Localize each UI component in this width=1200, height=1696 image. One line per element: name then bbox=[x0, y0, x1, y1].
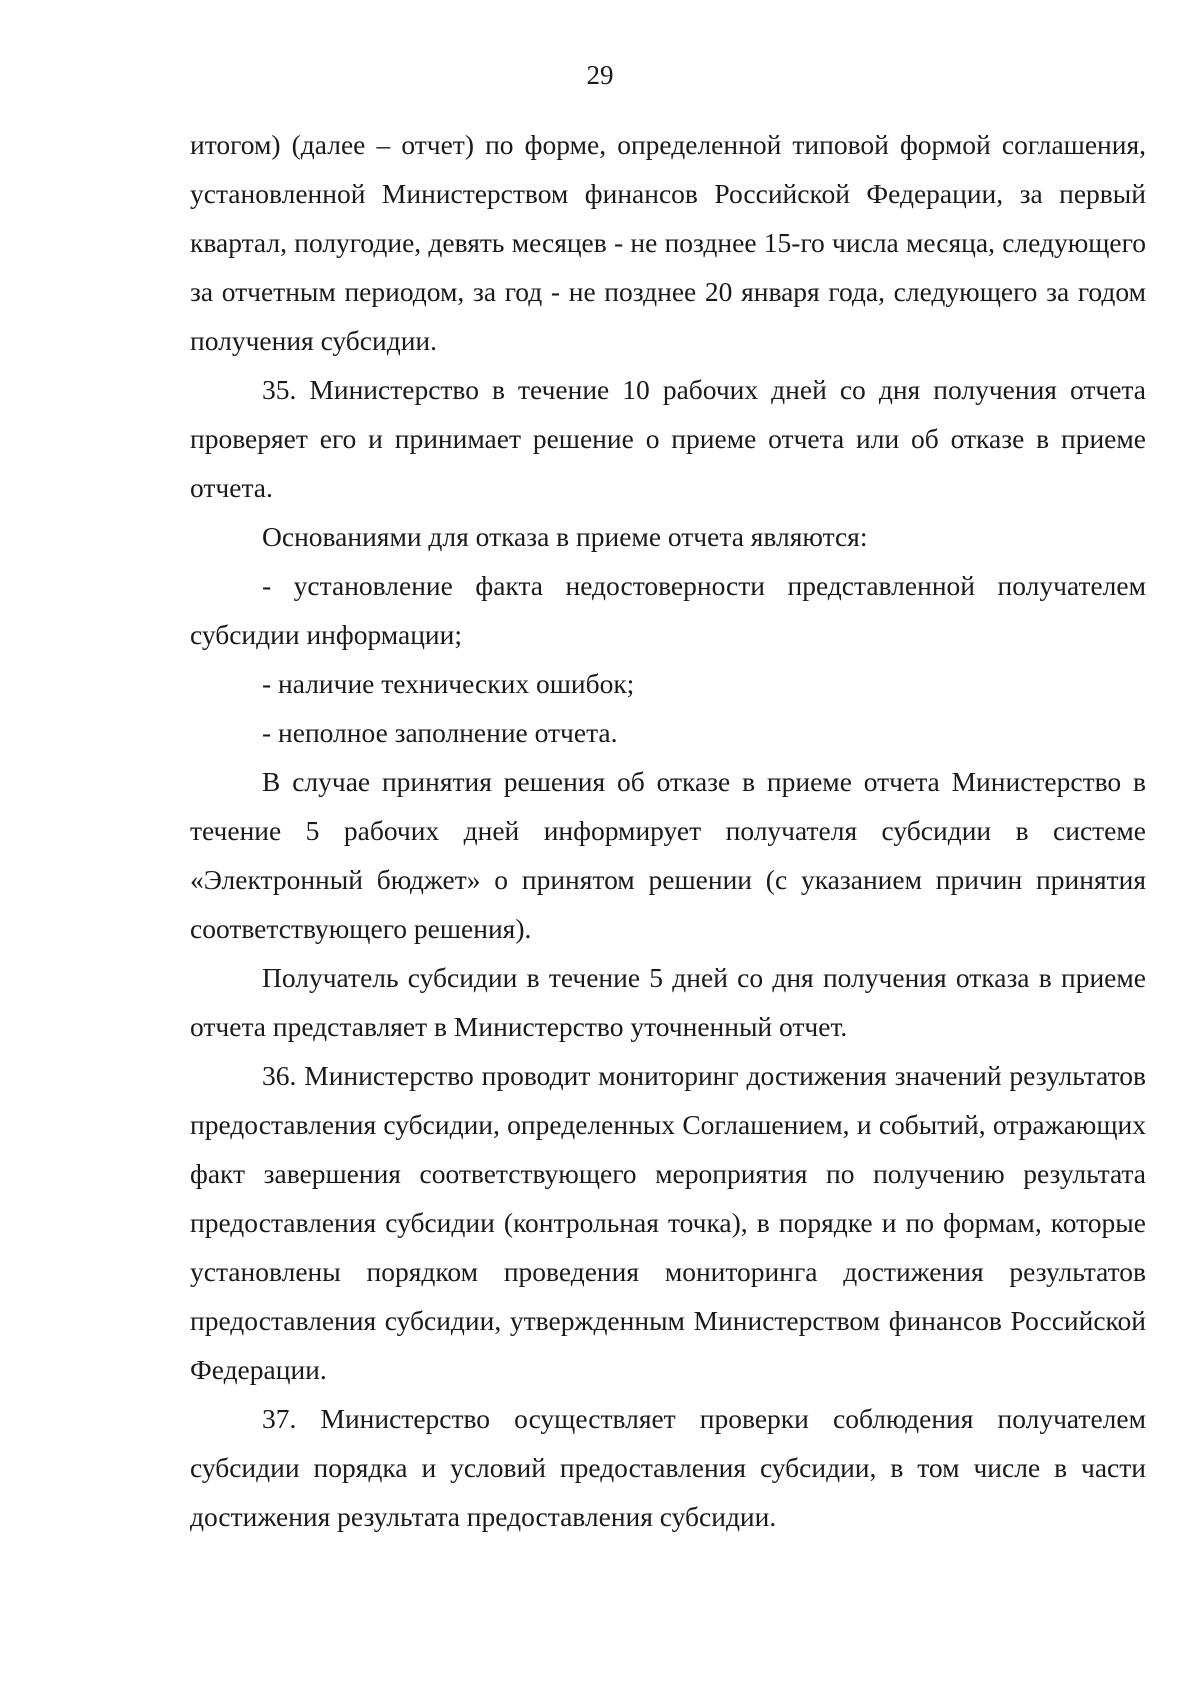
paragraph-refusal-notice: В случае принятия решения об отказе в приеме отчета Министерство в течение 5 рабочих дней информирует получателя субсидии в системе «Электронный бюджет» о принятом решении (с указанием причин принятия соответствующего решения). bbox=[190, 766, 1146, 944]
list-item-technical-errors: - наличие технических ошибок; bbox=[262, 668, 635, 699]
paragraph-corrected-report: Получатель субсидии в течение 5 дней со дня получения отказа в приеме отчета представляет в Министерство уточненный отчет. bbox=[190, 962, 1146, 1042]
paragraph-report-form: итогом) (далее – отчет) по форме, определенной типовой формой соглашения, установленной Министерством финансов Российской Федерации, за первый квартал, полугодие, девять месяцев - не позднее 15-го числа месяца, следующего за отчетным периодом, за год - не позднее 20 января года, следующего за годом получения субсидии. bbox=[190, 129, 1146, 356]
paragraph-37: 37. Министерство осуществляет проверки соблюдения получателем субсидии порядка и условий предоставления субсидии, в том числе в части достижения результата предоставления субсидии. bbox=[190, 1403, 1146, 1532]
page-number: 29 bbox=[586, 60, 614, 90]
paragraph-36: 36. Министерство проводит мониторинг достижения значений результатов предоставления субсидии, определенных Соглашением, и событий, отражающих факт завершения соответствующего мероприятия по получению результата предоставления субсидии (контрольная точка), в порядке и по формам, которые установлены порядком проведения мониторинга достижения результатов предоставления субсидии, утвержденным Министерством финансов Российской Федерации. bbox=[190, 1060, 1146, 1385]
list-item-incomplete-report: - неполное заполнение отчета. bbox=[262, 717, 618, 748]
paragraph-35: 35. Министерство в течение 10 рабочих дней со дня получения отчета проверяет его и принимает решение о приеме отчета или об отказе в приеме отчета. bbox=[190, 374, 1146, 503]
document-body bbox=[190, 120, 1146, 1541]
list-item-unreliable-info: - установление факта недостоверности представленной получателем субсидии информации; bbox=[190, 570, 1146, 650]
paragraph-refusal-grounds: Основаниями для отказа в приеме отчета являются: bbox=[262, 521, 868, 552]
